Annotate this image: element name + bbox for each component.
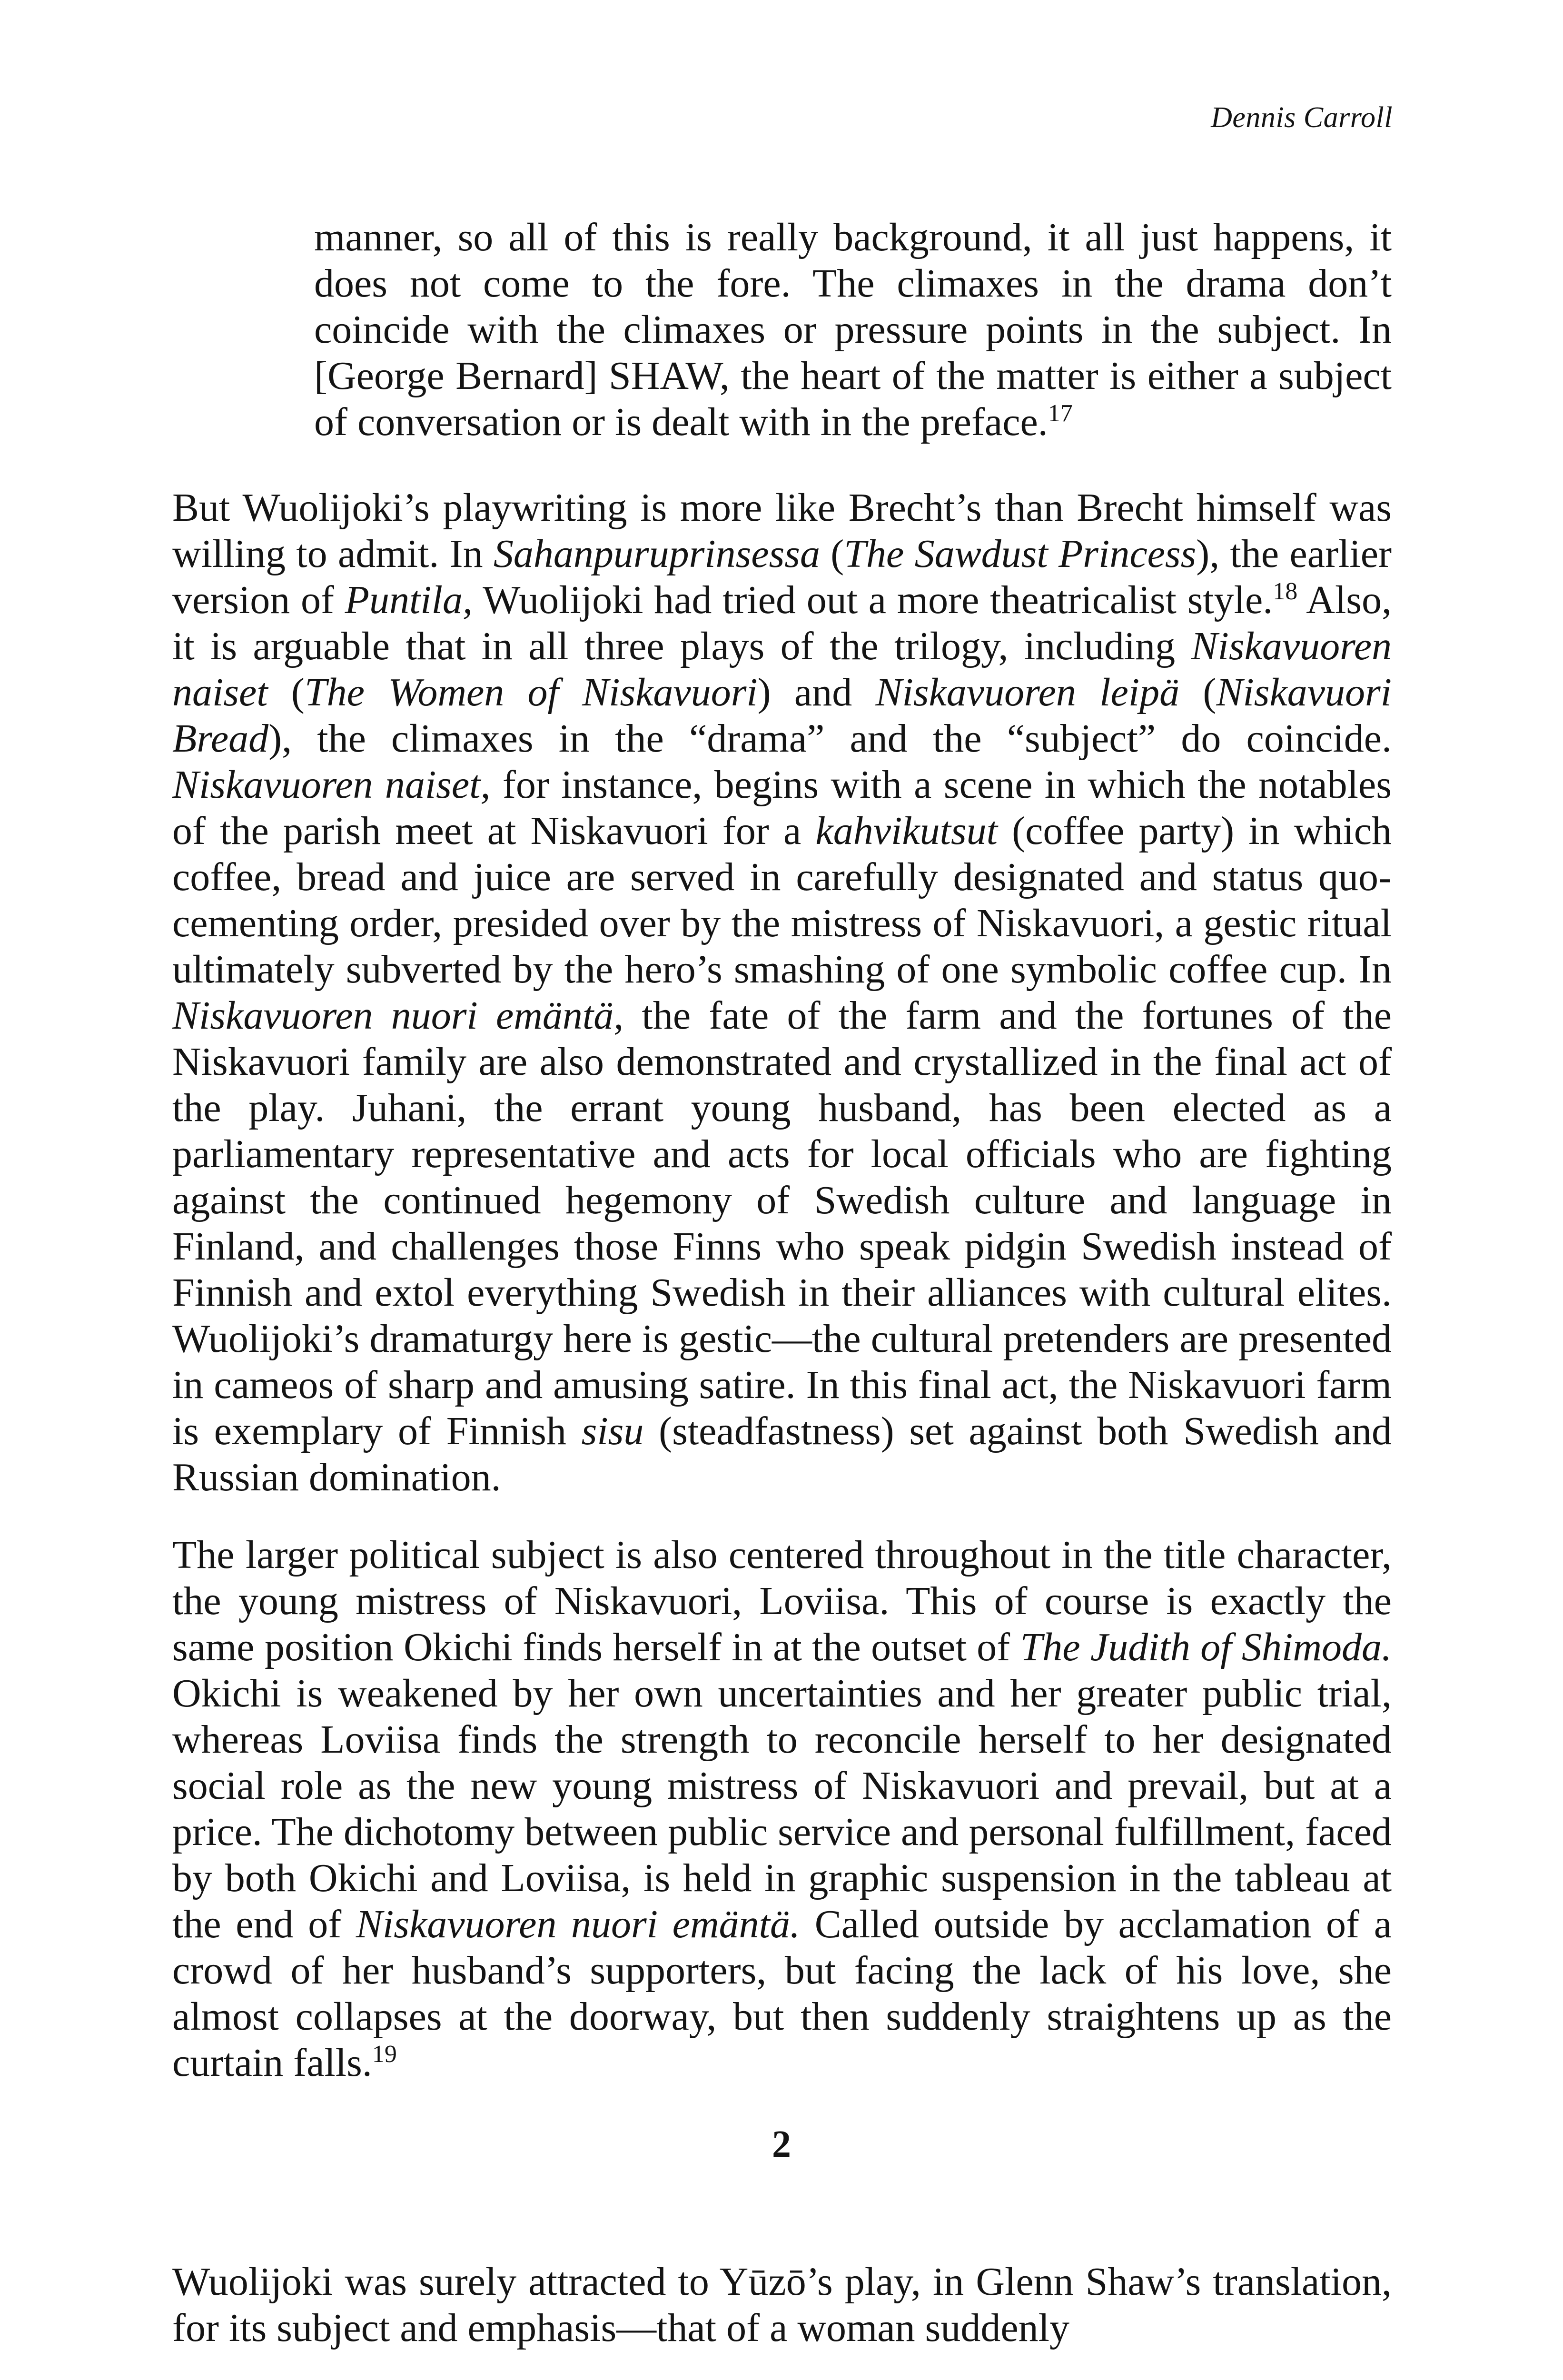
body-paragraph-2 <box>172 1532 1392 2086</box>
block-quote <box>314 214 1392 445</box>
text-run: (steadfastness) set against both Swedish and Russian domination. <box>172 1409 1392 1499</box>
title-niskavuoren-naiset: Niskavuoren naiset, <box>172 763 491 807</box>
text-run: for instance, begins with a scene in which the notables of the parish meet at Niskavuori for a <box>172 763 1392 853</box>
text-run: ), the climaxes in the “drama” and the “subject” do coincide. <box>268 716 1392 761</box>
text-run: ( <box>267 670 305 714</box>
title-niskavuoren-leipa: Niskavuoren leipä <box>875 670 1180 714</box>
text-run: the fate of the farm and the fortunes of the Niskavuori family are also demonstrated and crystallized in the final act of the play. Juhani, the errant young husband, has been elected as a parliamentary representative and acts for local officials who are fighting against the continued hegemony of Swedish culture and language in Finland, and challenges those Finns who speak pidgin Swedish instead of Finnish and extol everything Swedish in their alliances with cultural elites. Wuolijoki’s dramaturgy here is gestic—the cultural pretenders are presented in cameos of sharp and amusing satire. In this final act, the Niskavuori farm is exemplary of Finnish <box>172 993 1392 1453</box>
title-niskavuori-bread: Niskavuori Bread <box>172 670 1392 761</box>
text-run: Okichi is weakened by her own uncertainties and her greater public trial, whereas Loviisa finds the strength to reconcile herself to her designated social role as the new young mistress of Niskavuori and prevail, but at a price. The dichotomy between public service and personal fulfillment, faced by both Okichi and Loviisa, is held in graphic suspension in the tableau at the end of <box>172 1671 1392 1946</box>
title-niskavuoren-naiset: Niskavuoren naiset <box>172 624 1392 714</box>
footnote-ref-18: 18 <box>1273 578 1298 605</box>
text-run: ( <box>820 532 844 576</box>
text-run: ( <box>1179 670 1217 714</box>
body-paragraph-3 <box>172 2259 1392 2351</box>
text-run: ) and <box>757 670 876 714</box>
text-run: (coffee party) in which coffee, bread and juice are served in carefully designated and status quo-cementing order, presided over by the mistress of Niskavuori, a gestic ritual ultimately subverted by the hero’s smashing of one symbolic coffee cup. In <box>172 809 1392 992</box>
footnote-ref-19: 19 <box>372 2041 397 2068</box>
title-puntila: Puntila, <box>345 578 473 622</box>
term-kahvikutsut: kahvikutsut <box>815 809 998 853</box>
title-sahanpuruprinsessa: Sahanpuruprinsessa <box>493 532 820 576</box>
title-the-women-of-niskavuori: The Women of Niskavuori <box>304 670 758 714</box>
running-head: Dennis Carroll <box>1211 101 1393 134</box>
text-run: But Wuolijoki’s playwriting is more like Brecht’s than Brecht himself was willing to admit. In <box>172 486 1392 576</box>
text-run: Also, it is arguable that in all three plays of the trilogy, including <box>172 578 1392 668</box>
title-the-judith-of-shimoda: The Judith of Shimoda. <box>1020 1625 1392 1669</box>
text-run: The larger political subject is also centered throughout in the title character, the young mistress of Niskavuori, Loviisa. This of course is exactly the same position Okichi finds herself in at the outset of <box>172 1533 1392 1669</box>
title-the-sawdust-princess: The Sawdust Princess <box>844 532 1197 576</box>
block-quote-text: manner, so all of this is really background, it all just happens, it does not come to the fore. The climaxes in the drama don’t coincide with the climaxes or pressure points in the subject. In [George Bernard] SHAW, the heart of the matter is either a subject of conversation or is dealt with in the preface. <box>314 215 1392 444</box>
text-run: ), the earlier version of <box>172 532 1392 622</box>
title-niskavuoren-nuori-emanta: Niskavuoren nuori emäntä. <box>356 1902 801 1946</box>
text-run: Called outside by acclamation of a crowd of her husband’s supporters, but facing the lack of his love, she almost collapses at the doorway, but then suddenly straightens up as the curtain falls. <box>172 1902 1392 2085</box>
text-run: Wuolijoki had tried out a more theatricalist style. <box>472 578 1273 622</box>
term-sisu: sisu <box>581 1409 644 1453</box>
section-number: 2 <box>772 2123 791 2165</box>
title-niskavuoren-nuori-emanta: Niskavuoren nuori emäntä, <box>172 993 624 1038</box>
body-paragraph-1 <box>172 485 1392 1500</box>
paragraph-3-text: Wuolijoki was surely attracted to Yūzō’s play, in Glenn Shaw’s translation, for its subject and emphasis—that of a woman suddenly <box>172 2260 1392 2350</box>
footnote-ref-17: 17 <box>1048 400 1073 427</box>
